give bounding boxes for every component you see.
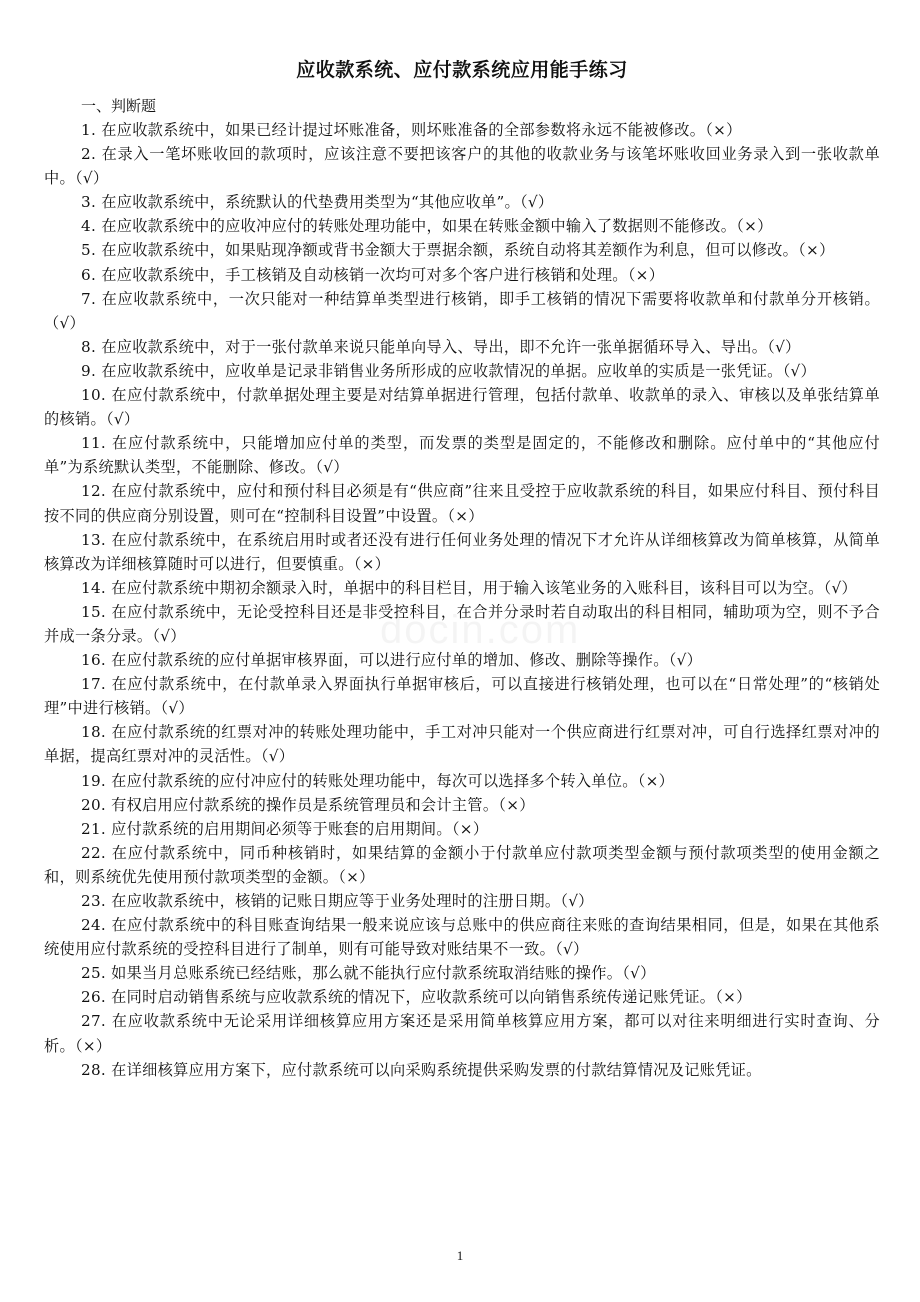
page-number: 1 bbox=[456, 1248, 464, 1263]
question-item: 14. 在应付款系统中期初余额录入时，单据中的科目栏目，用于输入该笔业务的入账科目，该科目可以为空。（√） bbox=[81, 578, 857, 597]
question-item: 18. 在应付款系统的红票对冲的转账处理功能中，手工对冲只能对一个供应商进行红票对冲，可自行选择红票对冲的单据，提高红票对冲的灵活性。（√） bbox=[44, 723, 880, 766]
question-item: 25. 如果当月总账系统已经结账，那么就不能执行应付款系统取消结账的操作。（√） bbox=[81, 964, 656, 983]
document-page bbox=[44, 56, 880, 1082]
question-item: 20. 有权启用应付款系统的操作员是系统管理员和会计主管。（×） bbox=[81, 795, 535, 814]
question-item: 23. 在应收款系统中，核销的记账日期应等于业务处理时的注册日期。（√） bbox=[81, 892, 594, 910]
question-item: 15. 在应付款系统中，无论受控科目还是非受控科目，在合并分录时若自动取出的科目相同，辅助项为空，则不予合并成一条分录。（√） bbox=[44, 602, 880, 645]
question-item: 9. 在应收款系统中，应收单是记录非销售业务所形成的应收款情况的单据。应收单的实质是一张凭证。（√） bbox=[81, 361, 817, 380]
document-title: 应收款系统、应付款系统应用能手练习 bbox=[296, 59, 628, 81]
question-item: 11. 在应付款系统中，只能增加应付单的类型，而发票的类型是固定的，不能修改和删除。应付单中的“其他应付单”为系统默认类型，不能删除、修改。（√） bbox=[44, 434, 880, 477]
question-item: 7. 在应收款系统中，一次只能对一种结算单类型进行核销，即手工核销的情况下需要将收款单和付款单分开核销。（√） bbox=[44, 289, 880, 332]
question-item: 4. 在应收款系统中的应收冲应付的转账处理功能中，如果在转账金额中输入了数据则不能修改。（×） bbox=[81, 217, 773, 236]
question-item: 28. 在详细核算应用方案下，应付款系统可以向采购系统提供采购发票的付款结算情况及记账凭证。 bbox=[81, 1060, 762, 1079]
question-item: 19. 在应付款系统的应付冲应付的转账处理功能中，每次可以选择多个转入单位。（×） bbox=[81, 771, 675, 790]
section-heading: 一、判断题 bbox=[81, 97, 157, 115]
question-item: 24. 在应付款系统中的科目账查询结果一般来说应该与总账中的供应商往来账的查询结果相同，但是，如果在其他系统使用应付款系统的受控科目进行了制单，则有可能导致对账结果不一致。（√） bbox=[44, 916, 880, 959]
question-item: 1. 在应收款系统中，如果已经计提过坏账准备，则坏账准备的全部参数将永远不能被修改。（×） bbox=[81, 121, 742, 139]
question-item: 27. 在应收款系统中无论采用详细核算应用方案还是采用简单核算应用方案，都可以对往来明细进行实时查询、分析。（×） bbox=[44, 1012, 880, 1055]
question-item: 5. 在应收款系统中，如果贴现净额或背书金额大于票据余额，系统自动将其差额作为利息，但可以修改。（×） bbox=[81, 241, 835, 260]
question-item: 3. 在应收款系统中，系统默认的代垫费用类型为“其他应收单”。（√） bbox=[81, 193, 554, 212]
question-item: 6. 在应收款系统中，手工核销及自动核销一次均可对多个客户进行核销和处理。（×） bbox=[81, 265, 665, 284]
question-item: 21. 应付款系统的启用期间必须等于账套的启用期间。（×） bbox=[81, 819, 489, 838]
question-item: 17. 在应付款系统中，在付款单录入界面执行单据审核后，可以直接进行核销处理，也可以在“日常处理”的“核销处理”中进行核销。（√） bbox=[44, 675, 880, 718]
question-item: 16. 在应付款系统的应付单据审核界面，可以进行应付单的增加、修改、删除等操作。（√） bbox=[81, 651, 703, 670]
question-item: 10. 在应付款系统中，付款单据处理主要是对结算单据进行管理，包括付款单、收款单的录入、审核以及单张结算单的核销。（√） bbox=[44, 386, 880, 429]
question-item: 12. 在应付款系统中，应付和预付科目必须是有“供应商”往来且受控于应收款系统的科目，如果应付科目、预付科目按不同的供应商分别设置，则可在“控制科目设置”中设置。（×） bbox=[44, 482, 880, 525]
question-item: 8. 在应收款系统中，对于一张付款单来说只能单向导入、导出，即不允许一张单据循环导入、导出。（√） bbox=[81, 337, 801, 356]
question-list bbox=[44, 118, 880, 1082]
question-item: 2. 在录入一笔坏账收回的款项时，应该注意不要把该客户的其他的收款业务与该笔坏账收回业务录入到一张收款单中。（√） bbox=[44, 145, 880, 188]
question-item: 22. 在应付款系统中，同币种核销时，如果结算的金额小于付款单应付款项类型金额与预付款项类型的使用金额之和，则系统优先使用预付款项类型的金额。（×） bbox=[44, 843, 880, 886]
question-item: 26. 在同时启动销售系统与应收款系统的情况下，应收款系统可以向销售系统传递记账凭证。（×） bbox=[81, 988, 752, 1007]
question-item: 13. 在应付款系统中，在系统启用时或者还没有进行任何业务处理的情况下才允许从详细核算改为简单核算，从简单核算改为详细核算随时可以进行，但要慎重。（×） bbox=[44, 530, 880, 573]
